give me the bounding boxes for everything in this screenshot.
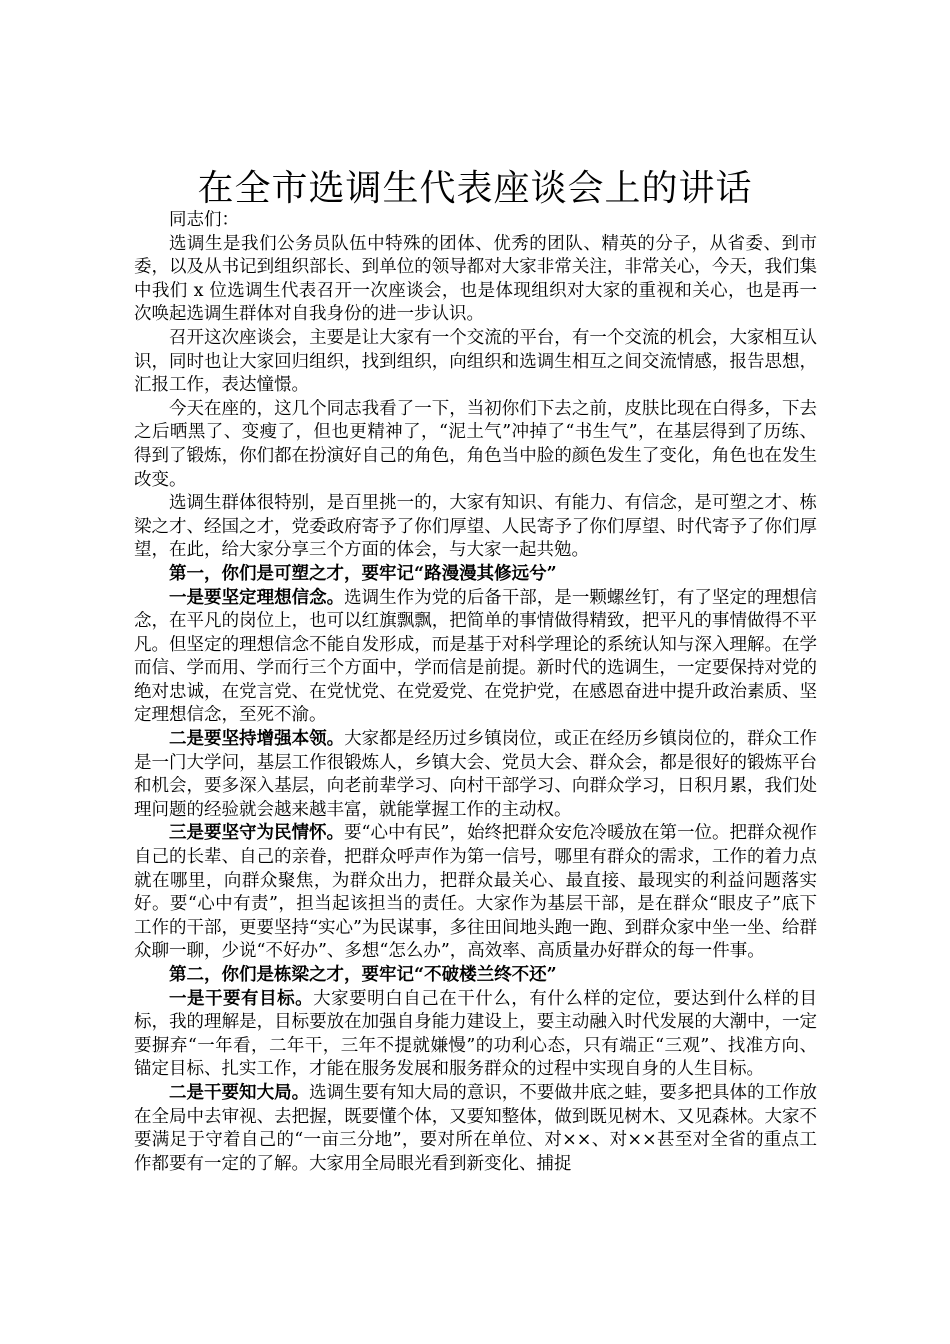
paragraph xyxy=(134,398,817,492)
section-heading-text: 第二，你们是栋梁之才，要牢记“不破楼兰终不还” xyxy=(169,965,557,985)
salutation: 同志们： xyxy=(169,210,239,230)
paragraph-text: 选调生要有知大局的意识，不要做井底之蛙，要多把具体的工作放在全局中去审视、去把握，既要懂个体，又要知整体，做到既见树木、又见森林。大家不要满足于守着自己的“一亩三分地”，要对所在单位、对××、对××甚至对全省的重点工作都要有一定的了解。大家用全局眼光看到新变化、捕捉 xyxy=(134,1082,818,1174)
paragraph-text: 选调生是我们公务员队伍中特殊的团体、优秀的团队、精英的分子，从省委、到市委，以及从书记到组织部长、到单位的领导都对大家非常关注，非常关心，今天，我们集中我们 x 位选调生代表召开一次座谈会，也是体现组织对大家的重视和关心，也是再一次唤起选调生群体对自我身份的进一步认识。 xyxy=(134,233,817,325)
section-heading-text: 第一，你们是可塑之才，要牢记“路漫漫其修远兮” xyxy=(169,563,557,584)
document-body xyxy=(134,209,817,1176)
paragraph xyxy=(134,327,817,398)
document-title: 在全市选调生代表座谈会上的讲话 xyxy=(197,168,753,209)
paragraph-lead: 二是要坚持增强本领。 xyxy=(169,729,345,750)
paragraph xyxy=(134,728,817,822)
paragraph xyxy=(134,492,817,563)
paragraph-text: 要“心中有民”，始终把群众安危冷暖放在第一位。把群众视作自己的长辈、自己的亲眷，把群众呼声作为第一信号，哪里有群众的需求，工作的着力点就在哪里，向群众聚焦，为群众出力，把群众最关心、最直接、最现实的利益问题落实好。要“心中有责”，担当起该担当的责任。大家作为基层干部，是在群众“眼皮子”底下工作的干部，更要坚持“实心”为民谋事，多往田间地头跑一跑、到群众家中坐一坐、给群众聊一聊，少说“不好办”、多想“怎么办”，高效率、高质量办好群众的每一件事。 xyxy=(134,823,817,962)
paragraph xyxy=(134,988,817,1082)
paragraph-lead: 一是干要有目标。 xyxy=(169,988,314,1009)
paragraph-lead: 三是要坚守为民情怀。 xyxy=(169,823,345,844)
paragraph xyxy=(134,233,817,327)
paragraph-text: 今天在座的，这几个同志我看了一下，当初你们下去之前，皮肤比现在白得多，下去之后晒黑了、变瘦了，但也更精神了，“泥土气”冲掉了“书生气”，在基层得到了历练、得到了锻炼，你们都在扮演好自己的角色，角色当中脸的颜色发生了变化，角色也在发生改变。 xyxy=(134,398,817,490)
paragraph-text: 选调生群体很特别，是百里挑一的，大家有知识、有能力、有信念，是可塑之才、栋梁之才、经国之才，党委政府寄予了你们厚望、人民寄予了你们厚望、时代寄予了你们厚望，在此，给大家分享三个方面的体会，与大家一起共勉。 xyxy=(134,493,817,561)
paragraph-text: 选调生作为党的后备干部，是一颗螺丝钉，有了坚定的理想信念，在平凡的岗位上，也可以红旗飘飘，把简单的事情做得精致，把平凡的事情做得不平凡。但坚定的理想信念不能自发形成，而是基于对科学理论的系统认知与深入理解。在学而信、学而用、学而行三个方面中，学而信是前提。新时代的选调生，一定要保持对党的绝对忠诚，在党言党、在党忧党、在党爱党、在党护党，在感恩奋进中提升政治素质、坚定理想信念，至死不渝。 xyxy=(134,587,817,726)
section-heading xyxy=(134,964,817,988)
paragraph-lead: 二是干要知大局。 xyxy=(169,1082,310,1103)
paragraph-text: 大家都是经历过乡镇岗位，或正在经历乡镇岗位的，群众工作是一门大学问，基层工作很锻炼人，乡镇大会、党员大会、群众会，都是很好的锻炼平台和机会，要多深入基层，向老前辈学习、向村干部学习、向群众学习，日积月累，我们处理问题的经验就会越来越丰富，就能掌握工作的主动权。 xyxy=(134,729,817,820)
paragraph-text: 召开这次座谈会，主要是让大家有一个交流的平台，有一个交流的机会，大家相互认识，同时也让大家回归组织，找到组织，向组织和选调生相互之间交流情感，报告思想，汇报工作，表达憧憬。 xyxy=(134,327,817,396)
paragraph xyxy=(134,1082,817,1176)
paragraph-text: 大家要明白自己在干什么，有什么样的定位，要达到什么样的目标，我的理解是，目标要放在加强自身能力建设上，要主动融入时代发展的大潮中，一定要摒弃“一年看，二年干，三年不提就嫌慢”的功利心态，只有端正“三观”、找准方向、锚定目标、扎实工作，才能在服务发展和服务群众的过程中实现自身的人生目标。 xyxy=(134,988,818,1080)
section-heading xyxy=(134,563,817,587)
paragraph xyxy=(134,587,817,729)
paragraph xyxy=(134,822,817,964)
paragraph-lead: 一是要坚定理想信念。 xyxy=(169,587,345,608)
